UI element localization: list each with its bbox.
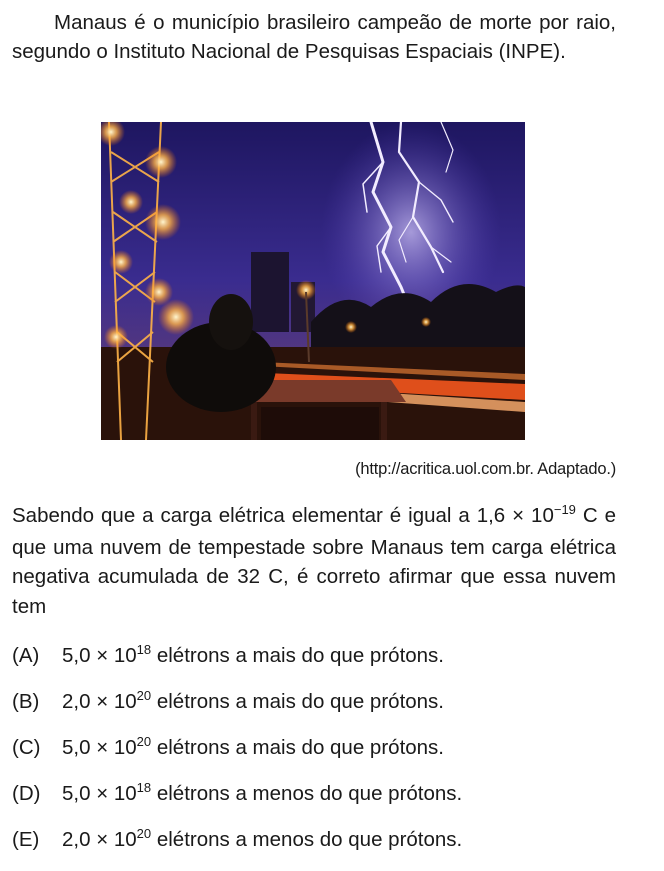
option-letter: (D) <box>12 782 41 805</box>
option-letter: (E) <box>12 828 40 851</box>
answer-options <box>12 641 616 871</box>
option-text: elétrons a menos do que prótons. <box>151 782 463 805</box>
option-base: 5,0 × 10 <box>62 736 137 759</box>
question-part2: C e que uma nuvem de tempestade sobre Manaus tem carga elétrica negativa acumulada de 32 C, é correto afirmar que essa nuvem tem <box>12 504 616 618</box>
option-exponent: 18 <box>136 780 152 795</box>
option-e[interactable] <box>12 825 616 871</box>
lightning-photo-illustration <box>101 122 525 440</box>
option-text: elétrons a mais do que prótons. <box>151 644 445 667</box>
option-text: elétrons a menos do que prótons. <box>151 828 463 851</box>
lightning-photo <box>101 122 525 440</box>
option-b[interactable] <box>12 687 616 733</box>
option-exponent: 20 <box>136 826 152 841</box>
question-exponent: −19 <box>553 502 576 517</box>
question-part1: Sabendo que a carga elétrica elementar é igual a 1,6 × 10 <box>12 504 554 527</box>
option-c[interactable] <box>12 733 616 779</box>
option-letter: (C) <box>12 736 41 759</box>
option-base: 5,0 × 10 <box>62 782 137 805</box>
option-exponent: 20 <box>136 688 152 703</box>
option-base: 2,0 × 10 <box>62 828 137 851</box>
image-credit: (http://acritica.uol.com.br. Adaptado.) <box>355 460 616 478</box>
option-letter: (B) <box>12 690 40 713</box>
option-letter: (A) <box>12 644 40 667</box>
question-text <box>12 501 616 621</box>
option-base: 2,0 × 10 <box>62 690 137 713</box>
option-text: elétrons a mais do que prótons. <box>151 690 445 713</box>
option-exponent: 18 <box>136 642 152 657</box>
option-d[interactable] <box>12 779 616 825</box>
option-a[interactable] <box>12 641 616 687</box>
intro-text: Manaus é o município brasileiro campeão de morte por raio, segundo o Instituto Nacional de Pesquisas Espaciais (INPE). <box>12 11 616 63</box>
option-exponent: 20 <box>136 734 152 749</box>
option-base: 5,0 × 10 <box>62 644 137 667</box>
option-text: elétrons a mais do que prótons. <box>151 736 445 759</box>
